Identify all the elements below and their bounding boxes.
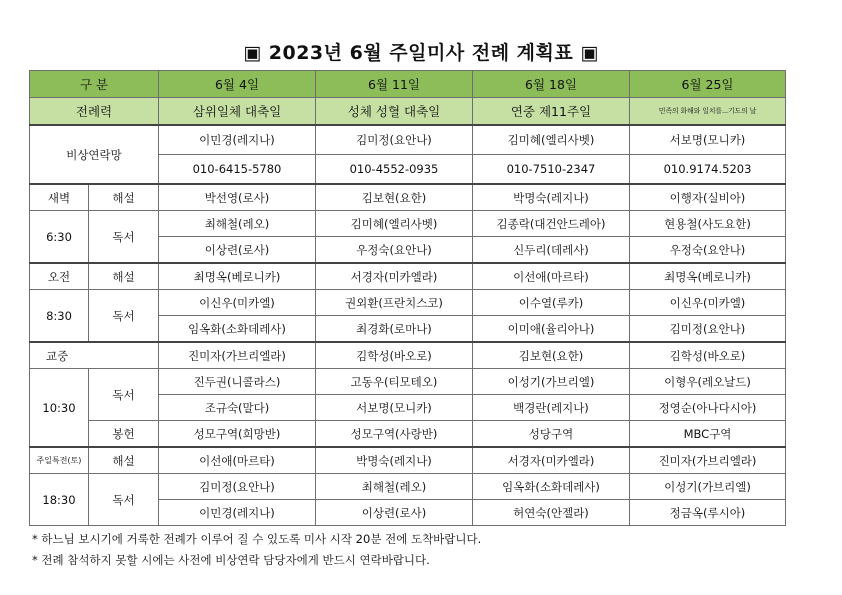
feast-cell: 성체 성혈 대축일: [316, 98, 473, 126]
dawn-reader-row-1: [30, 211, 786, 237]
date-header: 6월 25일: [630, 71, 786, 98]
mass-time-label: 교중: [30, 342, 159, 369]
main-offering-row: [30, 421, 786, 448]
assignment-cell: 진미자(가브리엘라): [630, 447, 786, 474]
mass-time: 18:30: [30, 474, 89, 526]
assignment-cell: 이민경(레지나): [159, 500, 316, 526]
assignment-cell: 성모구역(희망반): [159, 421, 316, 448]
contact-name: 김미정(요안나): [316, 125, 473, 155]
assignment-cell: 서보명(모니카): [316, 395, 473, 421]
role-label: 해설: [89, 263, 159, 290]
assignment-cell: 최해철(레오): [159, 211, 316, 237]
evening-commentary-row: [30, 447, 786, 474]
mass-time: 6:30: [30, 211, 89, 264]
assignment-cell: 이상련(로사): [159, 237, 316, 264]
assignment-cell: 서경자(미카엘라): [316, 263, 473, 290]
assignment-cell: 정금옥(루시아): [630, 500, 786, 526]
feast-cell: 민족의 화해와 일치를...기도의 날: [630, 98, 786, 126]
header-row-feasts: [30, 98, 786, 126]
contact-phone: 010.9174.5203: [630, 155, 786, 185]
assignment-cell: 임옥화(소화데레사): [159, 316, 316, 343]
assignment-cell: 박명숙(레지나): [316, 447, 473, 474]
assignment-cell: 박선영(로사): [159, 184, 316, 211]
assignment-cell: 김미정(요안나): [630, 316, 786, 343]
note-line: * 전례 참석하지 못할 시에는 사전에 비상연락 담당자에게 반드시 연락바랍니다.: [32, 553, 430, 567]
contact-name: 서보명(모니카): [630, 125, 786, 155]
category-header: 구 분: [30, 71, 159, 98]
assignment-cell: 우정숙(요안나): [316, 237, 473, 264]
mass-time-label: 주일특전(토): [30, 447, 89, 474]
assignment-cell: 이신우(미카엘): [630, 290, 786, 316]
assignment-cell: MBC구역: [630, 421, 786, 448]
contact-phone: 010-7510-2347: [473, 155, 630, 185]
assignment-cell: 이형우(레오날드): [630, 369, 786, 395]
assignment-cell: 고동우(티모테오): [316, 369, 473, 395]
feast-cell: 삼위일체 대축일: [159, 98, 316, 126]
role-label: 독서: [89, 369, 159, 421]
assignment-cell: 김종락(대건안드레아): [473, 211, 630, 237]
assignment-cell: 김미정(요안나): [159, 474, 316, 500]
main-reader-row-1: [30, 369, 786, 395]
assignment-cell: 이성기(가브리엘): [473, 369, 630, 395]
mass-time: 8:30: [30, 290, 89, 343]
date-header: 6월 18일: [473, 71, 630, 98]
note-line: * 하느님 보시기에 거룩한 전례가 이루어 질 수 있도록 미사 시작 20분 전에 도착바랍니다.: [32, 532, 482, 546]
assignment-cell: 김보현(요한): [316, 184, 473, 211]
main-commentary-row: [30, 342, 786, 369]
emergency-row-names: [30, 125, 786, 155]
assignment-cell: 우정숙(요안나): [630, 237, 786, 264]
mass-time: 10:30: [30, 369, 89, 448]
assignment-cell: 이성기(가브리엘): [630, 474, 786, 500]
assignment-cell: 백경란(레지나): [473, 395, 630, 421]
assignment-cell: 김학성(바오로): [630, 342, 786, 369]
date-header: 6월 11일: [316, 71, 473, 98]
contact-phone: 010-4552-0935: [316, 155, 473, 185]
assignment-cell: 진미자(가브리엘라): [159, 342, 316, 369]
header-row-dates: [30, 71, 786, 98]
assignment-cell: 최명옥(베로니카): [159, 263, 316, 290]
role-label: 독서: [89, 211, 159, 264]
notes: [32, 529, 481, 571]
assignment-cell: 이선애(마르타): [159, 447, 316, 474]
assignment-cell: 최해철(레오): [316, 474, 473, 500]
assignment-cell: 신두리(데레사): [473, 237, 630, 264]
assignment-cell: 진두권(니콜라스): [159, 369, 316, 395]
assignment-cell: 서경자(미카엘라): [473, 447, 630, 474]
mass-time-label: 새벽: [30, 184, 89, 211]
assignment-cell: 권외환(프란치스코): [316, 290, 473, 316]
assignment-cell: 김미혜(엘리사벳): [316, 211, 473, 237]
assignment-cell: 최경화(로마나): [316, 316, 473, 343]
role-label: 독서: [89, 474, 159, 526]
assignment-cell: 이미애(율리아나): [473, 316, 630, 343]
assignment-cell: 이상련(로사): [316, 500, 473, 526]
assignment-cell: 이선애(마르타): [473, 263, 630, 290]
assignment-cell: 현용철(사도요한): [630, 211, 786, 237]
assignment-cell: 이수열(루카): [473, 290, 630, 316]
page-title: ▣ 2023년 6월 주일미사 전례 계획표 ▣: [243, 42, 599, 64]
mass-time-label: 오전: [30, 263, 89, 290]
role-label: 봉헌: [89, 421, 159, 448]
morning-commentary-row: [30, 263, 786, 290]
assignment-cell: 임옥화(소화데레사): [473, 474, 630, 500]
assignment-cell: 조규숙(말다): [159, 395, 316, 421]
role-label: 해설: [89, 447, 159, 474]
morning-reader-row-1: [30, 290, 786, 316]
assignment-cell: 김보현(요한): [473, 342, 630, 369]
role-label: 독서: [89, 290, 159, 343]
assignment-cell: 허연숙(안젤라): [473, 500, 630, 526]
liturgy-label: 전례력: [30, 98, 159, 126]
assignment-cell: 성당구역: [473, 421, 630, 448]
assignment-cell: 이행자(실비아): [630, 184, 786, 211]
role-label: 해설: [89, 184, 159, 211]
contact-phone: 010-6415-5780: [159, 155, 316, 185]
dawn-commentary-row: [30, 184, 786, 211]
liturgy-schedule-table: [29, 70, 786, 526]
feast-cell: 연중 제11주일: [473, 98, 630, 126]
contact-name: 김미혜(엘리사벳): [473, 125, 630, 155]
assignment-cell: 성모구역(사랑반): [316, 421, 473, 448]
assignment-cell: 김학성(바오로): [316, 342, 473, 369]
assignment-cell: 정영순(아나다시아): [630, 395, 786, 421]
assignment-cell: 박명숙(레지나): [473, 184, 630, 211]
date-header: 6월 4일: [159, 71, 316, 98]
evening-reader-row-1: [30, 474, 786, 500]
contact-name: 이민경(레지나): [159, 125, 316, 155]
assignment-cell: 최명옥(베로니카): [630, 263, 786, 290]
assignment-cell: 이신우(미카엘): [159, 290, 316, 316]
emergency-label: 비상연락망: [30, 125, 159, 184]
